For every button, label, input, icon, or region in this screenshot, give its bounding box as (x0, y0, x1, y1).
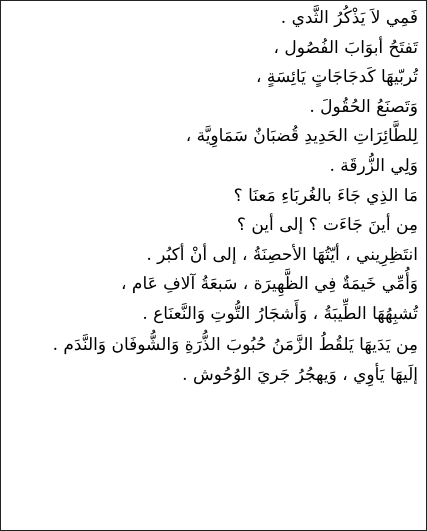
poem-line: تَفتَحُ أبوَابَ الفُصُول ، (273, 37, 418, 58)
poem-line: لِلطَّائِرَاتِ الحَدِيدِ قُضبَانٌ سَمَاوِيَّة ، (185, 126, 418, 147)
poem-line: مَا الذِي جَاءَ بالغُربَاءِ مَعنَا ؟ (233, 185, 418, 206)
poem-line: وَلِي الزُّرقَة . (329, 155, 418, 176)
poem-line: مِن يَدَيهَا يَلقُطُ الزَّمَنُ حُبُوبَ الذُّرَةِ وَالشُّوفَان وَالنَّدَم . (52, 334, 418, 355)
poem-line: مِن أينَ جَاءَت ؟ إلى أين ؟ (236, 215, 418, 236)
poem-line: تُشبِهُهَا الطِّيبَةُ ، وَأَشجَارُ التُّوتِ وَالنَّعنَاع . (142, 303, 418, 324)
poem-line: فَمِي لاَ يَذْكُرُ الثَّدي . (280, 8, 418, 28)
poem-line: تُربّيهَا كَدجَاجَاتٍ يَائِسَةٍ ، (255, 67, 418, 88)
poem-line: إلَيهَا يَأوِي ، وَيهجُرُ جَريَ الوُحُوش . (182, 364, 418, 385)
poem-line: انتَظِرِيني ، أيّتُهَا الأحصِنَةُ ، إلى أنْ أكبُر . (146, 244, 418, 265)
poem-text (7, 4, 418, 390)
poem-line: وَأُمِّي خَيمَةٌ فِي الظَّهِيرَة ، سَبعَةُ آلافِ عَام ، (121, 274, 418, 295)
poem-line: وَتَصنَعُ الحُقُولَ . (309, 96, 418, 117)
